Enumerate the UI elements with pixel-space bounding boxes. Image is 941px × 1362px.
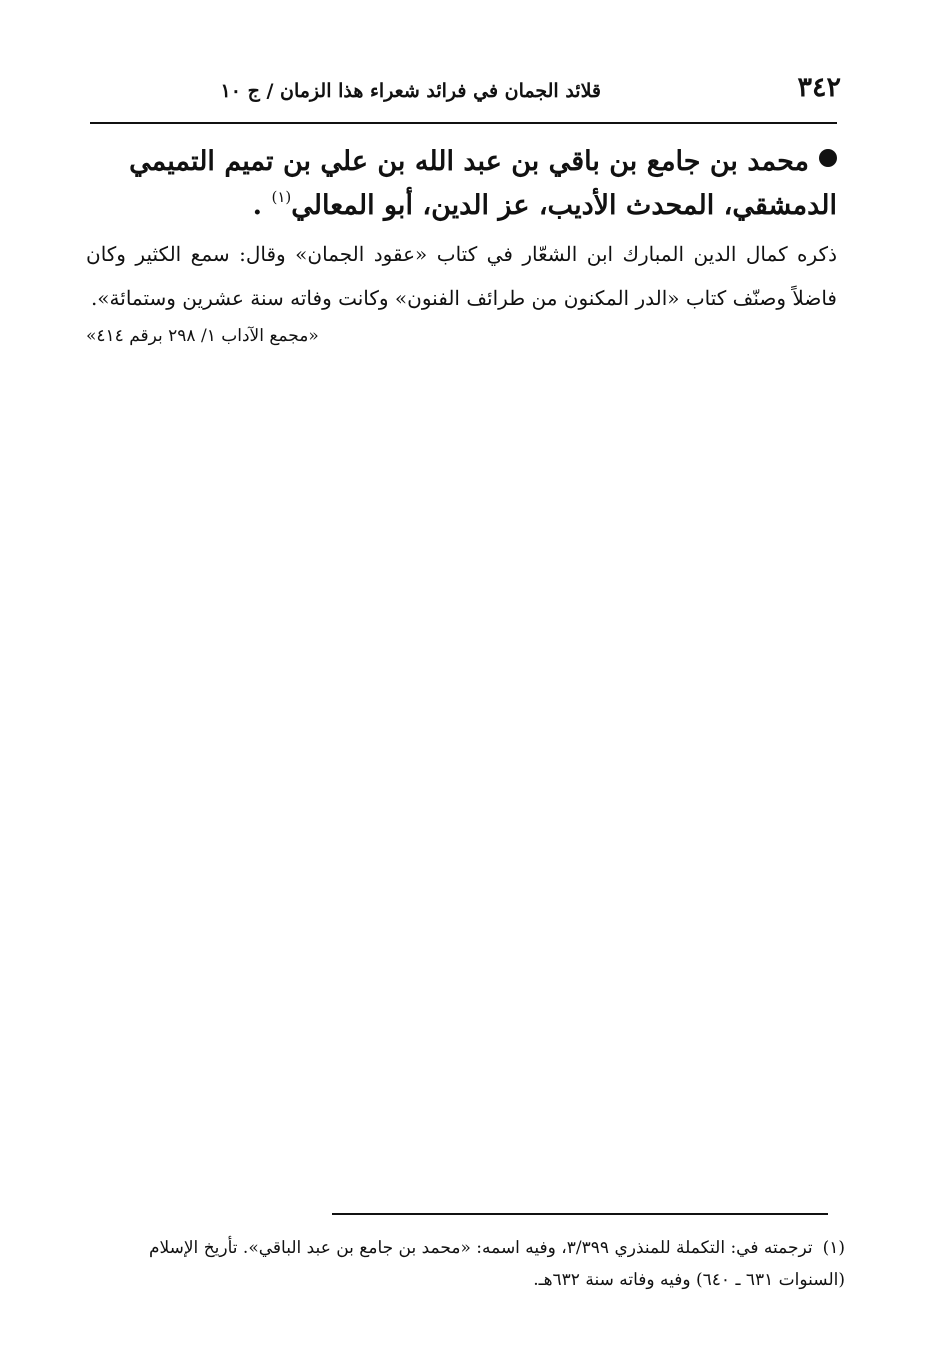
entry-title-end: . [252, 190, 263, 221]
footnotes [92, 1232, 845, 1296]
running-title: قلائد الجمان في فرائد شعراء هذا الزمان / ج ١٠ [220, 80, 601, 102]
footnote-divider [332, 1213, 828, 1215]
page-number: ٣٤٢ [797, 72, 841, 103]
footnote-text: ترجمته في: التكملة للمنذري ٣/٣٩٩، وفيه اسمه: «محمد بن جامع بن عبد الباقي». تأريخ الإسلام (السنوات ٦٣١ ـ ٦٤٠) وفيه وفاته سنة ٦٣٢هـ. [148, 1238, 845, 1290]
source-citation: «مجمع الآداب ١/ ٢٩٨ برقم ٤١٤» [86, 326, 319, 346]
page-header [90, 72, 841, 112]
entry-title-text: محمد بن جامع بن باقي بن عبد الله بن علي بن تميم التميمي الدمشقي، المحدث الأديب، عز الدين، أبو المعالي [129, 146, 837, 221]
bullet-icon [819, 149, 837, 167]
footnote-item [92, 1232, 845, 1296]
entry-body: ذكره كمال الدين المبارك ابن الشعّار في كتاب «عقود الجمان» وقال: سمع الكثير وكان فاضلاً وصنّف كتاب «الدر المكنون من طرائف الفنون» وكانت وفاته سنة عشرين وستمائة». [86, 242, 837, 310]
entry-title [86, 140, 837, 228]
footnote-reference: (١) [271, 188, 292, 206]
header-divider [90, 122, 837, 124]
biography-entry [86, 140, 837, 346]
footnote-marker: (١) [822, 1238, 845, 1258]
